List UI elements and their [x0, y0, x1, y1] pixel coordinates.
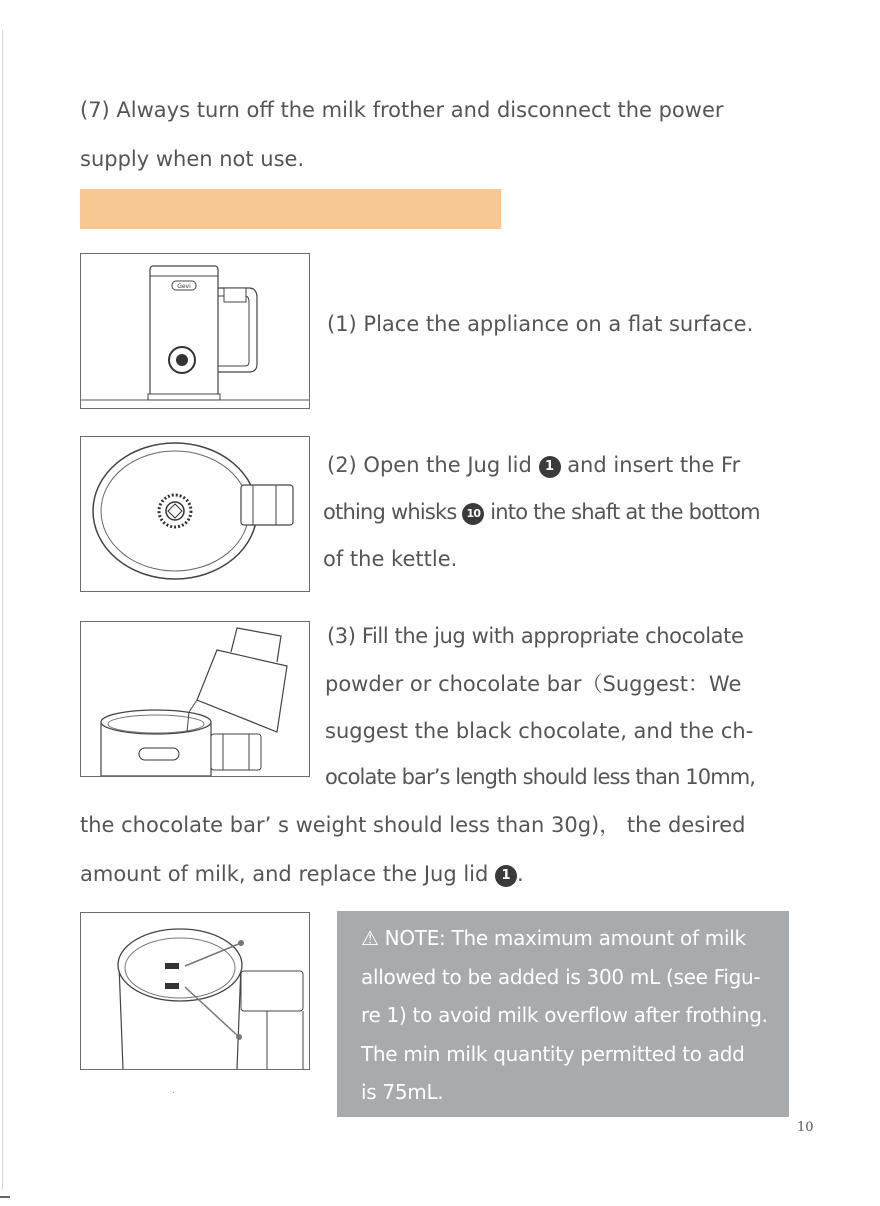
figure-frother-side [80, 253, 310, 409]
step-3-line-4: ocolate bar’s length should less than 10mm, [325, 765, 756, 789]
part-number-10-badge: 10 [462, 503, 484, 525]
note-line-2: allowed to be added is 300 mL (see Figu- [361, 964, 761, 989]
crop-mark [0, 1196, 10, 1198]
section-header-bar [80, 189, 501, 229]
intro-line-2: supply when not use. [80, 147, 305, 171]
figure-pouring [80, 621, 310, 777]
step-3-line-5: the chocolate bar’ s weight should less than 30g)， the desired [80, 813, 746, 837]
step-2-line-2-start: othing whisks [323, 500, 463, 524]
step-2-line-1 [327, 441, 740, 489]
note-box [337, 911, 789, 1117]
part-number-1-badge: 1 [539, 456, 561, 478]
note-line-1: ⚠ NOTE: The maximum amount of milk [361, 926, 746, 950]
note-line-3: re 1) to avoid milk overflow after frothing. [361, 1003, 768, 1027]
part-number-1-badge-2: 1 [495, 865, 517, 887]
step-3-line-2: powder or chocolate bar（Suggest：We [325, 672, 742, 696]
note-line-4: The min milk quantity permitted to add [361, 1041, 745, 1066]
step-2-line-2-end: into the shaft at the bottom [484, 500, 760, 524]
step-3-line-6 [80, 850, 524, 898]
stray-dot [173, 1092, 174, 1093]
figure-frother-top [80, 436, 310, 592]
step-2-line-3: of the kettle. [323, 547, 458, 571]
page-edge-line [2, 30, 3, 1190]
note-line-5: is 75mL. [361, 1080, 444, 1104]
step-2-line-1-start: (2) Open the Jug lid [327, 453, 539, 477]
step-2-line-1-end: and insert the Fr [560, 453, 741, 477]
intro-line-1: (7) Always turn off the milk frother and disconnect the power [80, 98, 724, 122]
step-3-line-1: (3) Fill the jug with appropriate chocolate [327, 624, 744, 648]
page-number: 10 [797, 1120, 814, 1135]
brand-logo: Gevi [177, 283, 191, 290]
step-3-line-6-end: . [517, 862, 524, 886]
step-2-line-2 [323, 488, 760, 536]
step-3-line-6-start: amount of milk, and replace the Jug lid [80, 862, 496, 886]
figure-level-marks [80, 912, 310, 1070]
step-1-text: (1) Place the appliance on a flat surface. [327, 312, 754, 336]
step-3-line-3: suggest the black chocolate, and the ch- [325, 719, 754, 743]
